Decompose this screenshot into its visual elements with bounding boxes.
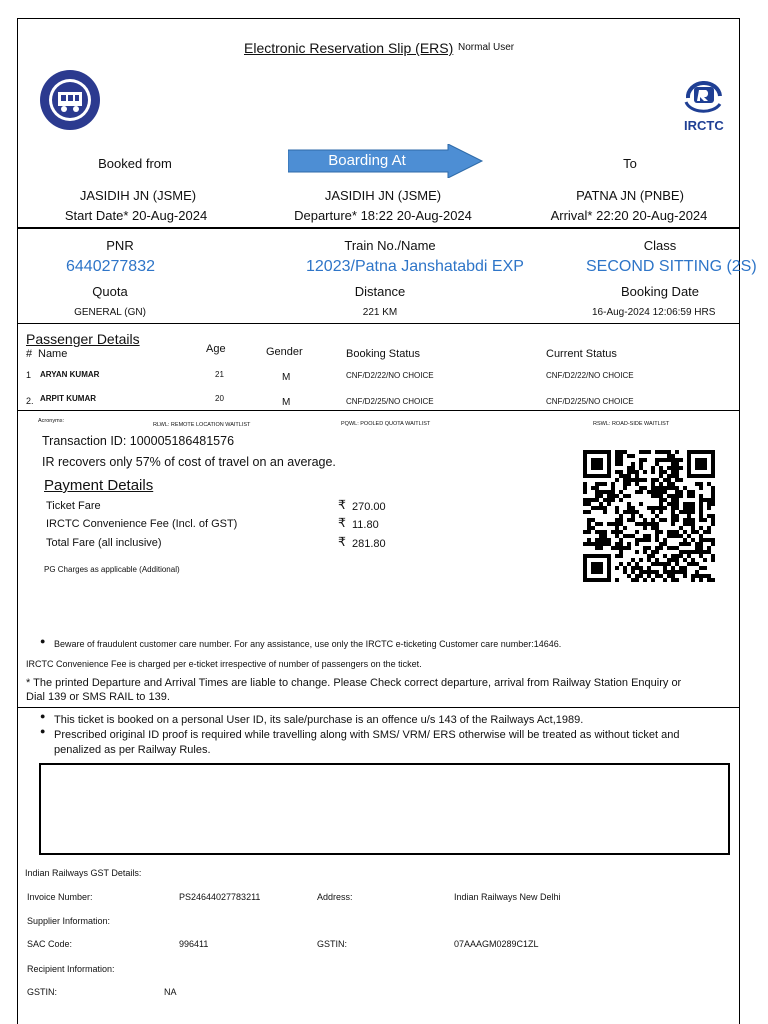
pnr-label: PNR xyxy=(106,238,134,253)
supplier-info-label: Supplier Information: xyxy=(27,916,111,926)
divider xyxy=(17,707,740,708)
id-proof-note-line2: penalized as per Railway Rules. xyxy=(54,744,211,756)
acronym-rswl: RSWL: ROAD-SIDE WAITLIST xyxy=(593,421,670,427)
rupee-icon: ₹ xyxy=(338,535,346,549)
cost-note: IR recovers only 57% of cost of travel on an average. xyxy=(42,455,336,469)
passenger-age: 21 xyxy=(215,370,224,379)
invoice-number: PS24644027783211 xyxy=(179,892,261,902)
irctc-logo-text: IRCTC xyxy=(684,118,724,133)
class-label: Class xyxy=(643,238,677,253)
boarding-label: Boarding At xyxy=(328,152,406,169)
to-label: To xyxy=(623,156,637,171)
divider xyxy=(17,323,740,324)
passenger-name: ARPIT KUMAR xyxy=(40,394,96,403)
start-date: Start Date* 20-Aug-2024 xyxy=(64,208,208,223)
bullet-icon: ● xyxy=(40,636,46,646)
col-num: # xyxy=(26,348,33,360)
total-fare-label: Total Fare (all inclusive) xyxy=(46,537,162,549)
passenger-booking-status: CNF/D2/22/NO CHOICE xyxy=(346,371,434,380)
gst-title: Indian Railways GST Details: xyxy=(25,868,142,878)
ticket-fare-label: Ticket Fare xyxy=(46,500,101,512)
passenger-current-status: CNF/D2/25/NO CHOICE xyxy=(546,397,634,406)
train-name: 12023/Patna Janshatabdi EXP xyxy=(306,258,524,275)
departure-time: Departure* 18:22 20-Aug-2024 xyxy=(294,208,472,223)
to-station: PATNA JN (PNBE) xyxy=(576,188,684,203)
acronym-rlwl: RLWL: REMOTE LOCATION WAITLIST xyxy=(153,422,251,428)
acronyms-label: Acronyms: xyxy=(38,418,64,424)
class-value: SECOND SITTING (2S) xyxy=(586,258,757,275)
passenger-details-title: Passenger Details xyxy=(26,331,140,347)
user-type: Normal User xyxy=(458,42,515,53)
times-note-line2: Dial 139 or SMS RAIL to 139. xyxy=(26,691,170,703)
irctc-logo xyxy=(676,78,728,114)
passenger-age: 20 xyxy=(215,394,224,403)
quota-value: GENERAL (GN) xyxy=(74,307,146,318)
personal-id-note: This ticket is booked on a personal User ID, its sale/purchase is an offence u/s 143 of the Railways Act,1989. xyxy=(54,714,584,726)
page-border-top xyxy=(17,18,740,19)
col-gender: Gender xyxy=(266,346,303,358)
transaction-id: Transaction ID: 100005186481576 xyxy=(42,434,235,448)
passenger-booking-status: CNF/D2/25/NO CHOICE xyxy=(346,397,434,406)
address-label: Address: xyxy=(317,892,353,902)
passenger-name: ARYAN KUMAR xyxy=(40,370,100,379)
invoice-label: Invoice Number: xyxy=(27,892,93,902)
distance-label: Distance xyxy=(354,284,406,299)
payment-details-title: Payment Details xyxy=(44,477,154,494)
col-age: Age xyxy=(206,343,226,355)
from-station: JASIDIH JN (JSME) xyxy=(79,188,197,203)
quota-label: Quota xyxy=(92,284,128,299)
recipient-gstin-label: GSTIN: xyxy=(27,987,58,997)
rupee-icon: ₹ xyxy=(338,498,346,512)
col-name: Name xyxy=(38,348,68,360)
divider xyxy=(17,227,740,229)
fraud-note: Beware of fraudulent customer care number. For any assistance, use only the IRCTC e-ticketing Customer care number:14646. xyxy=(54,639,562,649)
total-fare-value: 281.80 xyxy=(352,538,386,550)
ticket-fare-value: 270.00 xyxy=(352,501,386,513)
col-booking-status: Booking Status xyxy=(346,348,420,360)
id-proof-note-line1: Prescribed original ID proof is required while travelling along with SMS/ VRM/ ERS otherwise will be treated as without ticket and xyxy=(54,729,680,741)
convenience-fee-label: IRCTC Convenience Fee (Incl. of GST) xyxy=(46,518,238,530)
convenience-fee-note: IRCTC Convenience Fee is charged per e-ticket irrespective of number of passengers on the ticket. xyxy=(26,659,422,669)
bullet-icon: ● xyxy=(40,726,46,736)
train-label: Train No./Name xyxy=(344,238,436,253)
address-value: Indian Railways New Delhi xyxy=(454,892,561,902)
page-border-right xyxy=(739,18,740,1024)
pg-charges-note: PG Charges as applicable (Additional) xyxy=(44,565,180,574)
gstin-value: 07AAAGM0289C1ZL xyxy=(454,939,539,949)
qr-code xyxy=(582,447,716,585)
divider xyxy=(17,410,740,411)
sac-label: SAC Code: xyxy=(27,939,73,949)
booked-from-label: Booked from xyxy=(98,156,172,171)
indian-railways-logo xyxy=(38,68,102,132)
pnr-number: 6440277832 xyxy=(66,258,155,275)
arrival-time: Arrival* 22:20 20-Aug-2024 xyxy=(550,208,708,223)
boarding-station: JASIDIH JN (JSME) xyxy=(324,188,442,203)
gstin-label: GSTIN: xyxy=(317,939,348,949)
col-current-status: Current Status xyxy=(546,348,617,360)
passenger-num: 1 xyxy=(26,370,32,380)
bullet-icon: ● xyxy=(40,711,46,721)
empty-box xyxy=(39,763,730,855)
booking-date-label: Booking Date xyxy=(620,284,700,299)
recipient-gstin-value: NA xyxy=(164,987,177,997)
passenger-gender: M xyxy=(282,397,291,408)
rupee-icon: ₹ xyxy=(338,516,346,530)
recipient-info-label: Recipient Information: xyxy=(27,964,115,974)
booking-date-value: 16-Aug-2024 12:06:59 HRS xyxy=(592,307,716,318)
convenience-fee-value: 11.80 xyxy=(352,519,379,531)
times-note-line1: * The printed Departure and Arrival Times are liable to change. Please Check correct departure, arrival from Railway Station Enquiry or xyxy=(26,677,682,689)
passenger-current-status: CNF/D2/22/NO CHOICE xyxy=(546,371,634,380)
ers-title: Electronic Reservation Slip (ERS) xyxy=(244,40,454,56)
distance-value: 221 KM xyxy=(362,307,398,318)
page-border-left xyxy=(17,18,18,1024)
passenger-gender: M xyxy=(282,372,291,383)
sac-code: 996411 xyxy=(179,939,209,949)
passenger-num: 2. xyxy=(26,396,34,406)
acronym-pqwl: PQWL: POOLED QUOTA WAITLIST xyxy=(341,421,431,427)
